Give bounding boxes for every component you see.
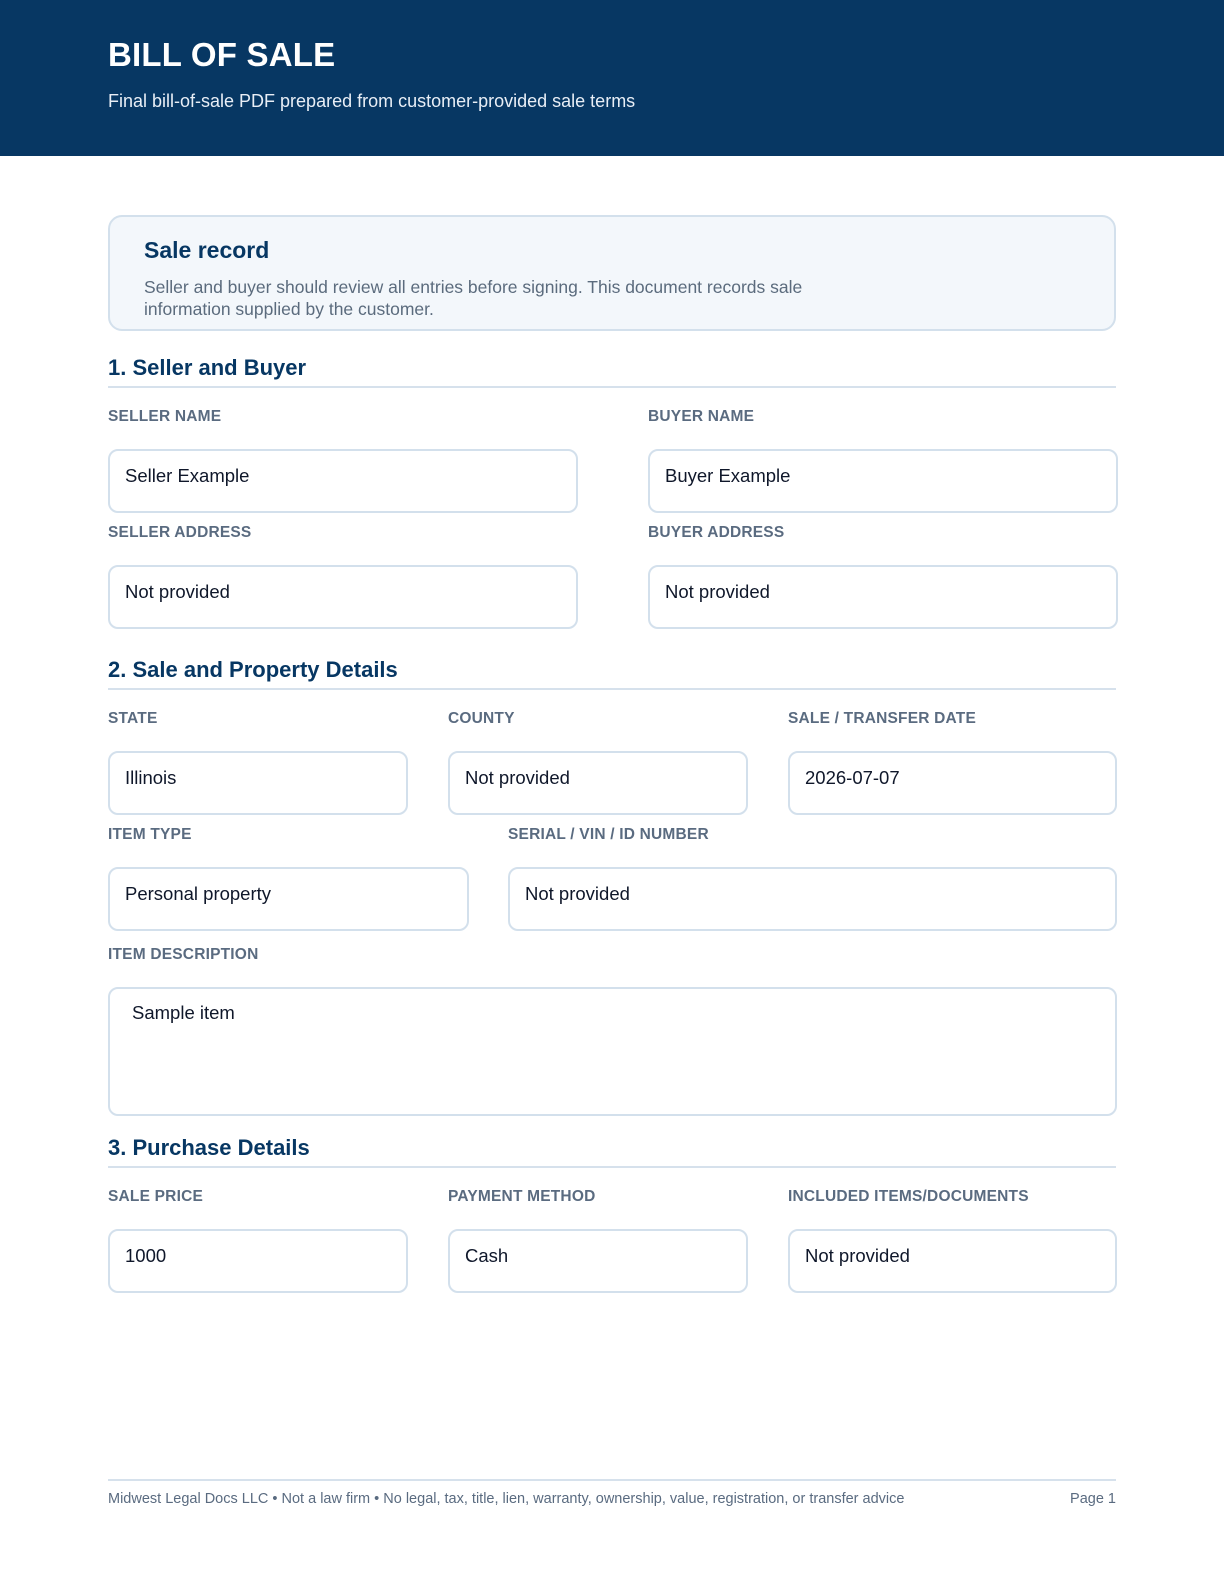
state-label: STATE bbox=[108, 710, 158, 727]
payment-method-field[interactable]: Cash bbox=[448, 1229, 748, 1293]
payment-method-label: PAYMENT METHOD bbox=[448, 1188, 596, 1205]
seller-name-field[interactable]: Seller Example bbox=[108, 449, 578, 513]
section-title-purchase: 3. Purchase Details bbox=[108, 1135, 1116, 1168]
sale-record-notice bbox=[108, 215, 1116, 331]
notice-body: Seller and buyer should review all entries before signing. This document records sale information supplied by the customer. bbox=[144, 277, 803, 319]
sale-price-field[interactable]: 1000 bbox=[108, 1229, 408, 1293]
county-field[interactable]: Not provided bbox=[448, 751, 748, 815]
seller-address-field[interactable]: Not provided bbox=[108, 565, 578, 629]
included-items-label: INCLUDED ITEMS/DOCUMENTS bbox=[788, 1188, 1029, 1205]
included-items-field[interactable]: Not provided bbox=[788, 1229, 1117, 1293]
footer-disclaimer: Midwest Legal Docs LLC • Not a law firm • No legal, tax, title, lien, warranty, ownership, value, registration, or transfer advice bbox=[108, 1491, 905, 1507]
buyer-name-label: BUYER NAME bbox=[648, 408, 755, 425]
item-type-field[interactable]: Personal property bbox=[108, 867, 469, 931]
sale-date-field[interactable]: 2026-07-07 bbox=[788, 751, 1117, 815]
sale-price-label: SALE PRICE bbox=[108, 1188, 204, 1205]
sale-date-label: SALE / TRANSFER DATE bbox=[788, 710, 976, 727]
page-number: Page 1 bbox=[1070, 1491, 1116, 1507]
notice-title: Sale record bbox=[144, 237, 270, 263]
item-type-label: ITEM TYPE bbox=[108, 826, 192, 843]
section-title-sale-property: 2. Sale and Property Details bbox=[108, 657, 1116, 690]
seller-name-label: SELLER NAME bbox=[108, 408, 222, 425]
document-title: BILL OF SALE bbox=[108, 36, 336, 73]
serial-number-field[interactable]: Not provided bbox=[508, 867, 1117, 931]
buyer-name-field[interactable]: Buyer Example bbox=[648, 449, 1118, 513]
document-header bbox=[0, 0, 1224, 156]
section-title-seller-buyer: 1. Seller and Buyer bbox=[108, 355, 1116, 388]
buyer-address-field[interactable]: Not provided bbox=[648, 565, 1118, 629]
state-field[interactable]: Illinois bbox=[108, 751, 408, 815]
footer-divider bbox=[108, 1479, 1116, 1481]
document-subtitle: Final bill-of-sale PDF prepared from customer-provided sale terms bbox=[108, 91, 636, 111]
buyer-address-label: BUYER ADDRESS bbox=[648, 524, 785, 541]
item-description-label: ITEM DESCRIPTION bbox=[108, 946, 259, 963]
seller-address-label: SELLER ADDRESS bbox=[108, 524, 252, 541]
serial-number-label: SERIAL / VIN / ID NUMBER bbox=[508, 826, 709, 843]
item-description-field[interactable]: Sample item bbox=[108, 987, 1117, 1116]
county-label: COUNTY bbox=[448, 710, 515, 727]
